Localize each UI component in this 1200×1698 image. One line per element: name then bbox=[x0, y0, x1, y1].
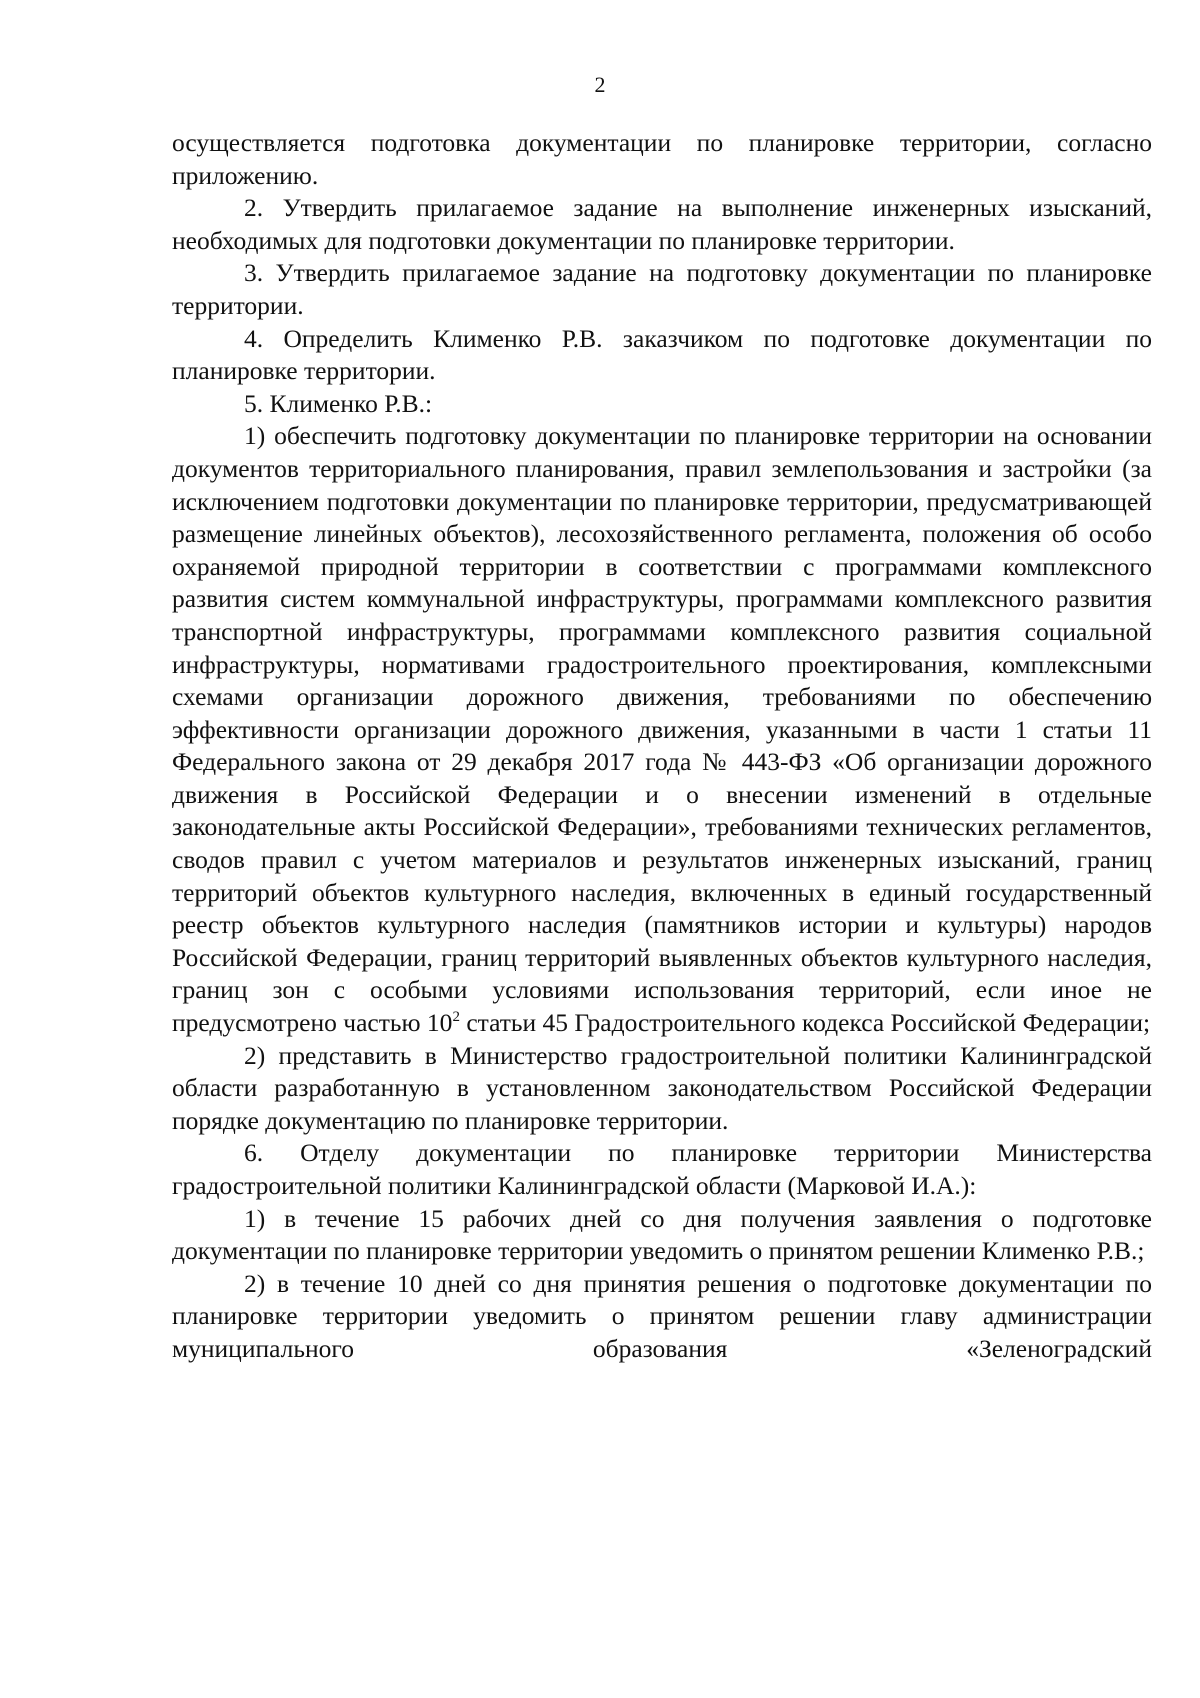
page-number: 2 bbox=[594, 72, 606, 97]
paragraph-item-4: 4. Определить Клименко Р.В. заказчиком по подготовке документации по планировке территории. bbox=[172, 323, 1152, 386]
paragraph-item-5-2: 2) представить в Министерство градостроительной политики Калининградской области разработанную в установленном законодательством Российской Федерации порядке документацию по планировке территории. bbox=[172, 1040, 1152, 1135]
paragraph-item-2: 2. Утвердить прилагаемое задание на выполнение инженерных изысканий, необходимых для подготовки документации по планировке территории. bbox=[172, 193, 1152, 255]
paragraph-item-5-1-tail: статьи 45 Градостроительного кодекса Российской Федерации; bbox=[459, 1008, 1151, 1038]
paragraph-item-6-2: 2) в течение 10 дней со дня принятия решения о подготовке документации по планировке территории уведомить о принятом решении главу администрации муниципального образования «Зеленоградский bbox=[172, 1268, 1152, 1363]
paragraph-continuation: осуществляется подготовка документации по планировке территории, согласно приложению. bbox=[172, 128, 1152, 190]
paragraph-item-5-1 bbox=[172, 420, 1152, 1039]
paragraph-item-3: 3. Утвердить прилагаемое задание на подготовку документации по планировке территории. bbox=[172, 258, 1152, 320]
paragraph-item-5: 5. Клименко Р.В.: bbox=[244, 388, 433, 418]
paragraph-item-6-1: 1) в течение 15 рабочих дней со дня получения заявления о подготовке документации по планировке территории уведомить о принятом решении Клименко Р.В.; bbox=[172, 1203, 1152, 1266]
superscript: 2 bbox=[452, 1009, 460, 1026]
document-body bbox=[172, 127, 1152, 1366]
paragraph-item-6: 6. Отделу документации по планировке территории Министерства градостроительной политики Калининградской области (Марковой И.А.): bbox=[172, 1138, 1152, 1200]
paragraph-item-5-1-main: 1) обеспечить подготовку документации по планировке территории на основании документов территориального планирования, правил землепользования и застройки (за исключением подготовки документации по планировке территории, предусматривающей размещение линейных объектов), лесохозяйственного регламента, положения об особо охраняемой природной территории в соответствии с программами комплексного развития систем коммунальной инфраструктуры, программами комплексного развития транспортной инфраструктуры, программами комплексного развития социальной инфраструктуры, нормативами градостроительного проектирования, комплексными схемами организации дорожного движения, требованиями по обеспечению эффективности организации дорожного движения, указанными в части 1 статьи 11 Федерального закона от 29 декабря 2017 года № 443-ФЗ «Об организации дорожного движения в Российской Федерации и о внесении изменений в отдельные законодательные акты Российской Федерации», требованиями технических регламентов, сводов правил с учетом материалов и результатов инженерных изысканий, границ территорий объектов культурного наследия, включенных в единый государственный реестр объектов культурного наследия (памятников истории и культуры) народов Российской Федерации, границ территорий выявленных объектов культурного наследия, границ зон с особыми условиями использования территорий, если иное не предусмотрено частью 10 bbox=[172, 421, 1152, 1038]
